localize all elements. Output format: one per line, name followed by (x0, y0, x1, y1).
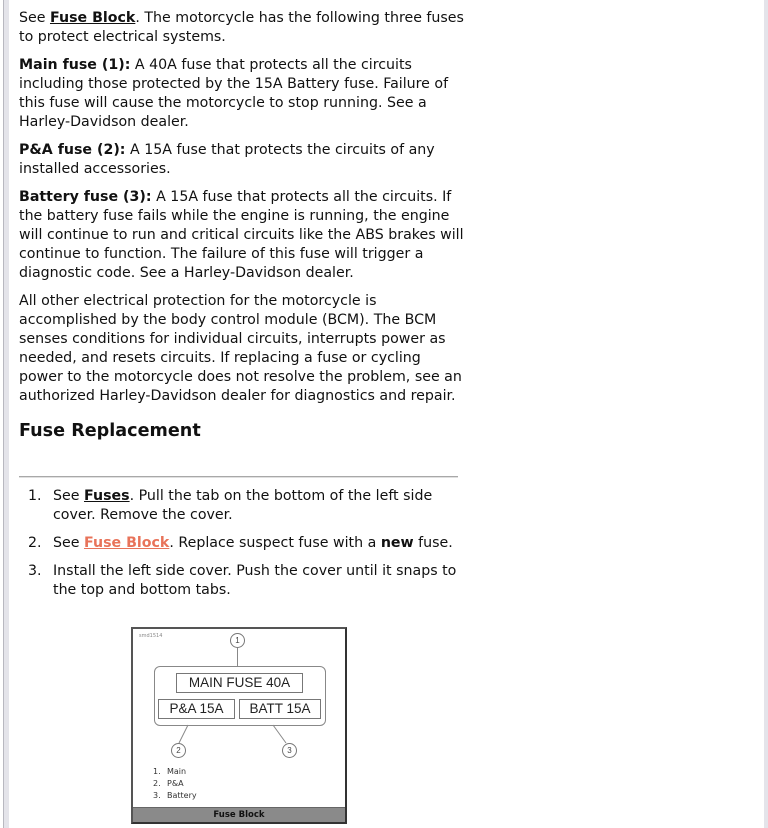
document-body (19, 9, 464, 443)
fuse-block-figure (131, 627, 347, 824)
callout-1: 1 (230, 633, 245, 648)
battery-fuse-paragraph: Battery fuse (3): A 15A fuse that protects all the circuits. If the battery fuse fails while the engine is running, the engine will continue to run and critical circuits like the ABS brakes will continue to function. The failure of this fuse will trigger a diagnostic code. See a Harley-Davidson dealer. (19, 189, 464, 281)
fuses-link[interactable]: Fuses (83, 488, 130, 504)
section-divider (19, 476, 458, 478)
steps-list (19, 487, 464, 609)
batt-fuse-box: BATT 15A (239, 699, 321, 719)
callout-3: 3 (282, 743, 297, 758)
callout-lines (133, 629, 345, 769)
legend-item: 3. Battery (153, 791, 197, 800)
fuse-block-link-visited[interactable]: Fuse Block (83, 535, 170, 551)
figure-legend (153, 766, 197, 802)
left-border (0, 0, 9, 828)
figure-code: smd1514 (139, 633, 163, 639)
battery-fuse-label: Battery fuse (3): (19, 189, 152, 205)
pa-fuse-box: P&A 15A (158, 699, 235, 719)
pa-fuse-paragraph: P&A fuse (2): A 15A fuse that protects the circuits of any installed accessories. (19, 142, 435, 177)
callout-2: 2 (171, 743, 186, 758)
intro-paragraph: See Fuse Block. The motorcycle has the following three fuses to protect electrical systems. (19, 10, 464, 45)
pa-fuse-label: P&A fuse (2): (19, 142, 126, 158)
section-heading: Fuse Replacement (19, 421, 201, 441)
main-fuse-box: MAIN FUSE 40A (176, 673, 303, 693)
bcm-paragraph: All other electrical protection for the motorcycle is accomplished by the body control module (BCM). The BCM senses conditions for individual circuits, interrupts power as needed, and resets circuits. If replacing a fuse or cycling power to the motorcycle does not resolve the problem, see an authorized Harley-Davidson dealer for diagnostics and repair. (19, 293, 462, 404)
figure-caption: Fuse Block (133, 807, 345, 822)
right-scroll-gutter (764, 0, 768, 828)
step-item: 3. Install the left side cover. Push the cover until it snaps to the top and bottom tabs. (28, 563, 457, 598)
legend-item: 1. Main (153, 767, 187, 776)
main-fuse-paragraph: Main fuse (1): A 40A fuse that protects all the circuits including those protected by the 15A Battery fuse. Failure of this fuse will cause the motorcycle to stop running. See a Harley-Davidson dealer. (19, 57, 449, 130)
fuse-block-link[interactable]: Fuse Block (49, 10, 136, 26)
legend-item: 2. P&A (153, 779, 184, 788)
step-item: 2. See Fuse Block. Replace suspect fuse with a new fuse. (28, 535, 453, 551)
step-item: 1. See Fuses. Pull the tab on the bottom of the left side cover. Remove the cover. (28, 488, 433, 523)
main-fuse-label: Main fuse (1): (19, 57, 131, 73)
